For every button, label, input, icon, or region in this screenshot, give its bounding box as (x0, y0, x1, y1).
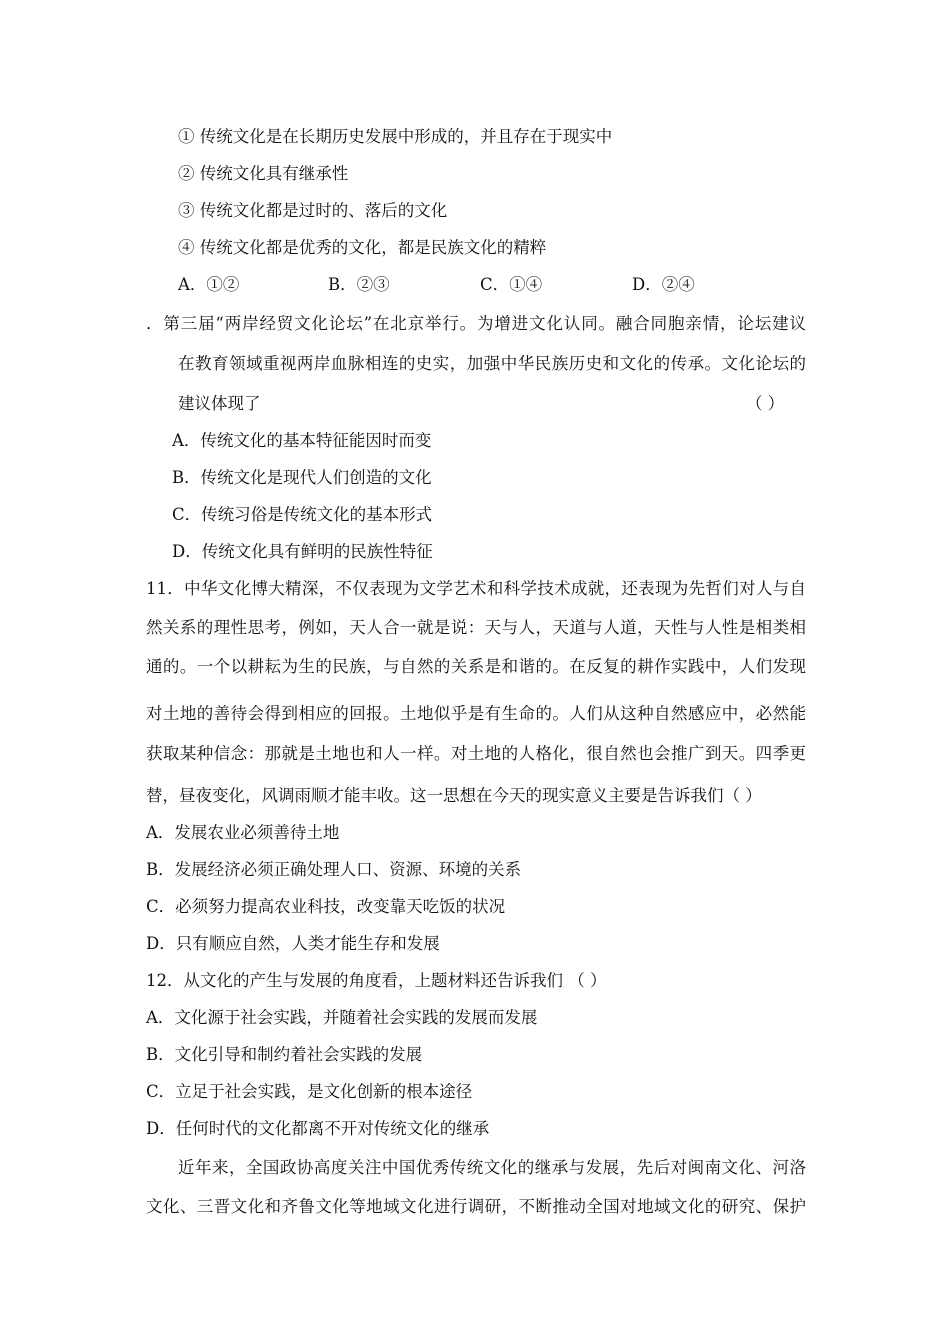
q11-option-a: A．发展农业必须善待土地 (146, 823, 340, 842)
q12-option-d: D．任何时代的文化都离不开对传统文化的继承 (146, 1119, 490, 1138)
q11-option-d: D．只有顺应自然，人类才能生存和发展 (146, 934, 440, 953)
q9-option-b: B．②③ (328, 275, 390, 294)
q11-stem-line-1: 11．中华文化博大精深，不仅表现为文学艺术和科学技术成就，还表现为先哲们对人与自 (146, 579, 806, 598)
q10-stem-line-2: 在教育领域重视两岸血脉相连的史实，加强中华民族历史和文化的传承。文化论坛的 (178, 354, 806, 373)
q12-option-a: A．文化源于社会实践，并随着社会实践的发展而发展 (146, 1008, 538, 1027)
q9-statement-2: ② 传统文化具有继承性 (178, 164, 349, 183)
q10-answer-paren: （ ） (746, 394, 785, 413)
q9-option-d: D．②④ (632, 275, 695, 294)
q9-option-a: A．①② (178, 275, 240, 294)
q11-stem-line-2: 然关系的理性思考，例如，天人合一就是说：天与人，天道与人道，天性与人性是相类相 (146, 618, 806, 637)
q12-stem: 12．从文化的产生与发展的角度看，上题材料还告诉我们 （ ） (146, 971, 607, 990)
q11-option-c: C．必须努力提高农业科技，改变靠天吃饭的状况 (146, 897, 506, 916)
q10-option-d: D．传统文化具有鲜明的民族性特征 (172, 542, 433, 561)
q10-stem-line-3: 建议体现了 (178, 394, 261, 413)
q11-stem-line-6: 替，昼夜变化，风调雨顺才能丰收。这一思想在今天的现实意义主要是告诉我们（ ） (146, 786, 762, 805)
q12-option-c: C．立足于社会实践，是文化创新的根本途径 (146, 1082, 473, 1101)
q11-option-b: B．发展经济必须正确处理人口、资源、环境的关系 (146, 860, 522, 879)
q9-statement-1: ① 传统文化是在长期历史发展中形成的，并且存在于现实中 (178, 127, 613, 146)
passage-line-2: 文化、三晋文化和齐鲁文化等地域文化进行调研，不断推动全国对地域文化的研究、保护 (146, 1197, 806, 1216)
passage-line-1: 近年来，全国政协高度关注中国优秀传统文化的继承与发展，先后对闽南文化、河洛 (178, 1158, 806, 1177)
q10-stem-line-1: ．第三届“两岸经贸文化论坛”在北京举行。为增进文化认同。融合同胞亲情，论坛建议 (146, 314, 806, 333)
q10-option-c: C．传统习俗是传统文化的基本形式 (172, 505, 433, 524)
q10-option-b: B．传统文化是现代人们创造的文化 (172, 468, 432, 487)
q9-statement-4: ④ 传统文化都是优秀的文化，都是民族文化的精粹 (178, 238, 547, 257)
q11-stem-line-4: 对土地的善待会得到相应的回报。土地似乎是有生命的。人们从这种自然感应中，必然能 (146, 704, 806, 723)
q11-stem-line-3: 通的。一个以耕耘为生的民族，与自然的关系是和谐的。在反复的耕作实践中，人们发现 (146, 657, 806, 676)
q9-statement-3: ③ 传统文化都是过时的、落后的文化 (178, 201, 448, 220)
q9-option-c: C．①④ (480, 275, 543, 294)
q12-option-b: B．文化引导和制约着社会实践的发展 (146, 1045, 423, 1064)
q10-option-a: A．传统文化的基本特征能因时而变 (172, 431, 432, 450)
q11-stem-line-5: 获取某种信念：那就是土地也和人一样。对土地的人格化，很自然也会推广到天。四季更 (146, 744, 806, 763)
